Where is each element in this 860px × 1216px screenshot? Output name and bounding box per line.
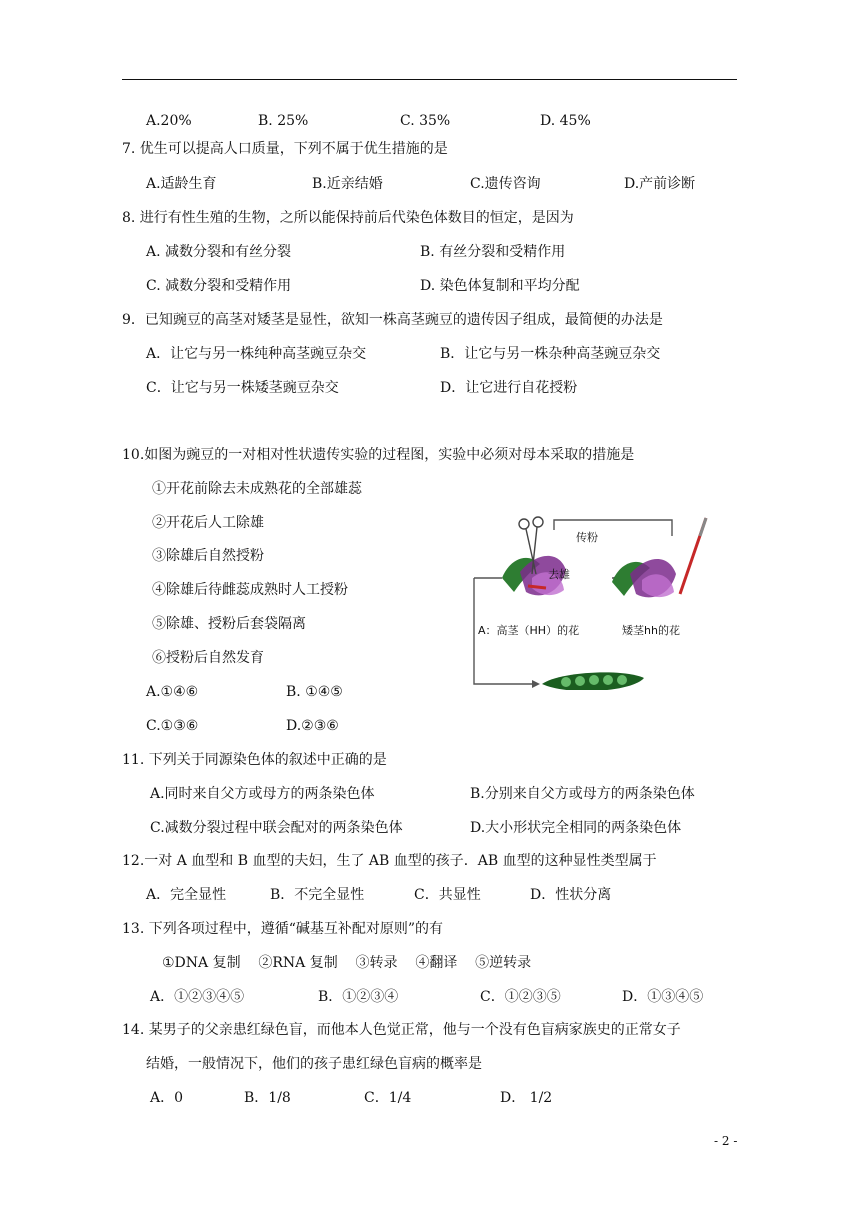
q14-option-b: B．1/8	[244, 1090, 291, 1106]
q7-option-b: B.近亲结婚	[312, 176, 383, 192]
q8-option-d: D. 染色体复制和平均分配	[420, 278, 580, 294]
q9-option-a: A．让它与另一株纯种高茎豌豆杂交	[146, 346, 367, 362]
q11-option-d: D.大小形状完全相同的两条染色体	[470, 820, 682, 836]
q12-stem: 12.一对 A 血型和 B 血型的夫妇，生了 AB 血型的孩子．AB 血型的这种显性类型属于	[122, 853, 657, 869]
flower-b-icon	[612, 559, 676, 597]
q7-option-a: A.适龄生育	[146, 176, 217, 192]
q10-item-4: ④除雄后待雌蕊成熟时人工授粉	[152, 582, 348, 598]
q12-option-d: D．性状分离	[530, 887, 612, 903]
q10-option-b: B. ①④⑤	[286, 684, 343, 700]
q10-item-2: ②开花后人工除雄	[152, 515, 264, 531]
q9-option-b: B．让它与另一株杂种高茎豌豆杂交	[440, 346, 661, 362]
header-rule	[122, 79, 737, 80]
q14-option-a: A．0	[150, 1090, 184, 1106]
q9-stem: 9．已知豌豆的高茎对矮茎是显性，欲知一株高茎豌豆的遗传因子组成，最简便的办法是	[122, 312, 663, 328]
q10-option-d: D.②③⑥	[286, 718, 339, 734]
q14-stem-continued: 结婚，一般情况下，他们的孩子患红绿色盲病的概率是	[146, 1056, 482, 1072]
q11-option-c: C.减数分裂过程中联会配对的两条染色体	[150, 820, 403, 836]
q6-option-c: C. 35%	[400, 113, 451, 129]
q10-option-c: C.①③⑥	[146, 718, 199, 734]
q9-option-d: D．让它进行自花授粉	[440, 380, 578, 396]
q7-option-d: D.产前诊断	[624, 176, 696, 192]
q12-option-a: A．完全显性	[146, 887, 227, 903]
arrow-head	[532, 680, 540, 688]
pollination-connector	[554, 520, 672, 536]
q13-option-a: A．①②③④⑤	[150, 989, 245, 1005]
q8-option-b: B. 有丝分裂和受精作用	[420, 244, 566, 260]
label-pollinate: 传粉	[576, 531, 598, 544]
q14-stem: 14. 某男子的父亲患红绿色盲，而他本人色觉正常，他与一个没有色盲病家族史的正常女子	[122, 1022, 681, 1038]
q11-option-b: B.分别来自父方或母方的两条染色体	[470, 786, 695, 802]
q11-option-a: A.同时来自父方或母方的两条染色体	[150, 786, 375, 802]
q6-option-a: A.20%	[146, 113, 192, 129]
q10-item-3: ③除雄后自然授粉	[152, 548, 264, 564]
q7-option-c: C.遗传咨询	[470, 176, 541, 192]
q8-stem: 8. 进行有性生殖的生物，之所以能保持前后代染色体数目的恒定，是因为	[122, 210, 574, 226]
q13-stem: 13. 下列各项过程中，遵循“碱基互补配对原则”的有	[122, 921, 444, 937]
q9-option-c: C．让它与另一株矮茎豌豆杂交	[146, 380, 339, 396]
q7-stem: 7. 优生可以提高人口质量，下列不属于优生措施的是	[122, 141, 448, 157]
q8-option-a: A. 减数分裂和有丝分裂	[146, 244, 292, 260]
pea-cross-diagram-svg	[462, 508, 714, 690]
q13-option-c: C．①②③⑤	[480, 989, 561, 1005]
label-emasculate: 去雄	[548, 568, 570, 581]
q10-option-a: A.①④⑥	[146, 684, 199, 700]
pea-pod-icon	[542, 672, 644, 690]
q8-option-c: C. 减数分裂和受精作用	[146, 278, 292, 294]
q13-items: ①DNA 复制 ②RNA 复制 ③转录 ④翻译 ⑤逆转录	[162, 955, 532, 971]
brush-icon	[680, 518, 706, 594]
q14-option-c: C．1/4	[364, 1090, 412, 1106]
page-number: - 2 -	[714, 1134, 738, 1148]
q13-option-b: B．①②③④	[318, 989, 399, 1005]
q14-option-d: D． 1/2	[500, 1090, 553, 1106]
label-flower-a: A：高茎（HH）的花	[478, 624, 580, 637]
q12-option-c: C．共显性	[414, 887, 481, 903]
label-flower-b: 矮茎hh的花	[622, 624, 680, 637]
pea-cross-diagram	[462, 508, 714, 690]
q10-item-1: ①开花前除去未成熟花的全部雄蕊	[152, 481, 362, 497]
q10-item-6: ⑥授粉后自然发育	[152, 650, 264, 666]
q11-stem: 11. 下列关于同源染色体的叙述中正确的是	[122, 752, 387, 768]
q6-option-d: D. 45%	[540, 113, 591, 129]
q10-stem: 10.如图为豌豆的一对相对性状遗传实验的过程图，实验中必须对母本采取的措施是	[122, 447, 635, 463]
q12-option-b: B．不完全显性	[270, 887, 365, 903]
q13-option-d: D．①③④⑤	[622, 989, 704, 1005]
q10-item-5: ⑤除雄、授粉后套袋隔离	[152, 616, 306, 632]
q6-option-b: B. 25%	[258, 113, 309, 129]
